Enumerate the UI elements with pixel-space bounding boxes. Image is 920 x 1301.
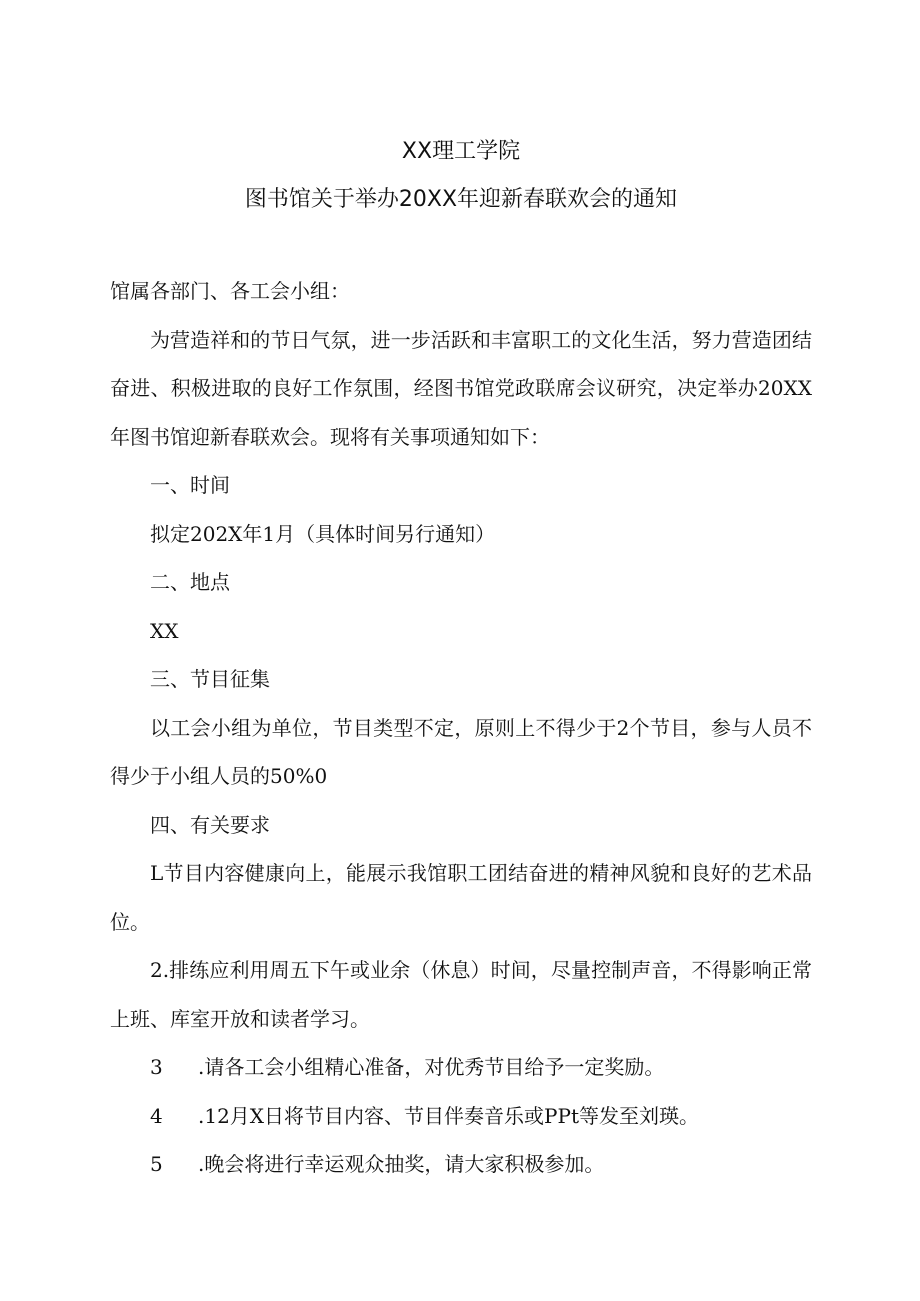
requirement-2: 2.排练应利用周五下午或业余（休息）时间，尽量控制声音，不得影响正常上班、库室开放和读者学习。 bbox=[110, 958, 812, 1031]
section-program-text: 以工会小组为单位，节目类型不定，原则上不得少于2个节目，参与人员不得少于小组人员的50%0 bbox=[110, 715, 812, 788]
requirement-4 bbox=[110, 1092, 812, 1141]
notice-title: 图书馆关于举办20XX年迎新春联欢会的通知 bbox=[244, 187, 678, 212]
requirement-1: L节目内容健康向上，能展示我馆职工团结奋进的精神风貌和良好的艺术品位。 bbox=[110, 861, 812, 934]
requirement-3-text: .请各工会小组精心准备，对优秀节目给予一定奖励。 bbox=[198, 1055, 665, 1079]
section-time-text: 拟定202X年1月（具体时间另行通知） bbox=[150, 521, 496, 546]
section-venue-heading: 二、地点 bbox=[150, 570, 230, 594]
requirement-3-number: 3 bbox=[150, 1055, 163, 1079]
section-requirements-heading: 四、有关要求 bbox=[150, 812, 270, 837]
requirement-4-text: .12月X日将节目内容、节目伴奏音乐或PPt等发至刘瑛。 bbox=[198, 1103, 699, 1128]
section-venue-text: XX bbox=[150, 618, 179, 643]
section-program-heading: 三、节目征集 bbox=[150, 667, 270, 691]
salutation: 馆属各部门、各工会小组： bbox=[110, 279, 350, 303]
intro-paragraph: 为营造祥和的节日气氛，进一步活跃和丰富职工的文化生活，努力营造团结奋进、积极进取的良好工作氛围，经图书馆党政联席会议研究，决定举办20XX年图书馆迎新春联欢会。现将有关事项通知如下： bbox=[110, 327, 812, 449]
requirement-4-number: 4 bbox=[150, 1103, 163, 1128]
requirement-5-text: .晚会将进行幸运观众抽奖，请大家积极参加。 bbox=[198, 1152, 605, 1176]
requirement-5 bbox=[110, 1140, 812, 1189]
requirement-5-number: 5 bbox=[150, 1152, 163, 1176]
requirement-3 bbox=[110, 1043, 812, 1092]
section-time-heading: 一、时间 bbox=[150, 473, 230, 497]
school-name: XX理工学院 bbox=[401, 139, 521, 164]
